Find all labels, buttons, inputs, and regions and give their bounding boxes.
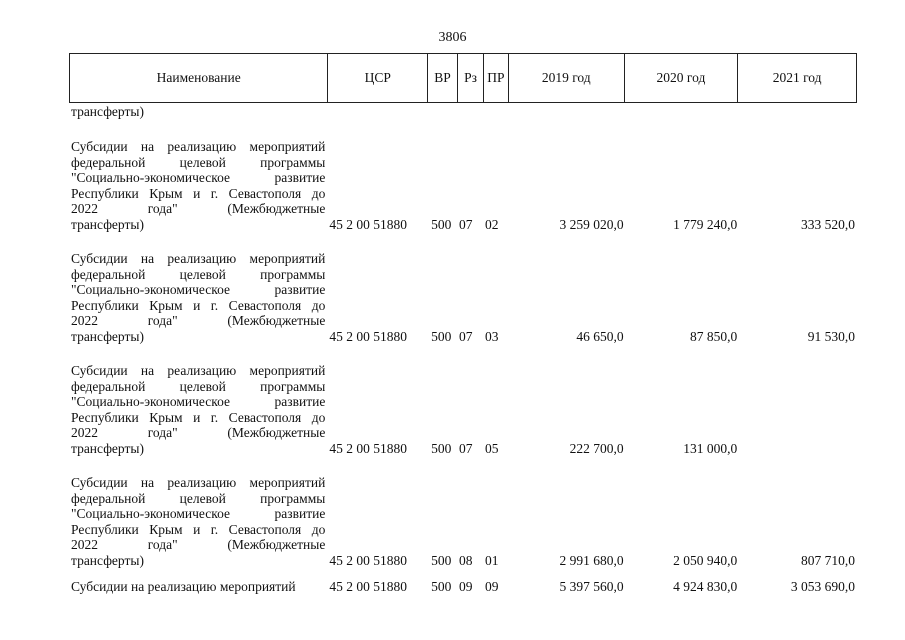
cell-pr: 02 <box>484 217 499 232</box>
row-name-line: федеральной целевой программы <box>71 266 326 282</box>
row-name-line: Субсидии на реализацию мероприятий <box>71 578 296 594</box>
cell-y2019: 222 700,0 <box>569 441 624 456</box>
cell-csr: 45 2 00 51880 <box>329 217 407 232</box>
cell-csr: 45 2 00 51880 <box>329 579 407 594</box>
cell-pr: 05 <box>484 441 499 456</box>
header-pr: ПР <box>484 54 509 102</box>
row-name-line: Субсидии на реализацию мероприятий <box>71 475 326 490</box>
row-name <box>69 475 325 568</box>
row-name <box>69 579 325 595</box>
header-2019: 2019 год <box>509 54 625 102</box>
cell-y2020: 87 850,0 <box>690 329 738 344</box>
cell-pr: 01 <box>484 553 499 568</box>
cell-rz: 07 <box>459 329 473 344</box>
cell-vr: 500 <box>431 329 452 344</box>
row-name-line: Республики Крым и г. Севастополя до <box>71 521 326 537</box>
row-name-line: "Социально-экономическое развитие <box>71 394 326 409</box>
table-row <box>69 242 857 344</box>
cell-y2021: 91 530,0 <box>807 329 855 344</box>
carryover-text: трансферты) <box>71 104 144 119</box>
row-name-line: Республики Крым и г. Севастополя до <box>71 409 326 425</box>
row-name <box>69 139 325 232</box>
cell-y2020: 1 779 240,0 <box>673 217 738 232</box>
row-name-line: Республики Крым и г. Севастополя до <box>71 185 326 201</box>
cell-csr: 45 2 00 51880 <box>329 441 407 456</box>
row-name-line: федеральной целевой программы <box>71 378 326 394</box>
header-vr: ВР <box>428 54 458 102</box>
table-row <box>69 578 857 594</box>
row-name-line: 2022 года" (Межбюджетные <box>71 537 326 552</box>
row-name-line: трансферты) <box>71 216 144 232</box>
row-name-line: трансферты) <box>71 440 144 456</box>
row-name-line: "Социально-экономическое развитие <box>71 506 326 521</box>
table-body <box>69 130 857 594</box>
header-2021: 2021 год <box>772 70 822 85</box>
table-row <box>69 130 857 232</box>
cell-y2019: 2 991 680,0 <box>559 553 624 568</box>
cell-pr: 03 <box>484 329 499 344</box>
cell-y2020: 131 000,0 <box>683 441 738 456</box>
cell-y2020: 2 050 940,0 <box>673 553 738 568</box>
row-name <box>69 251 325 344</box>
header-name: Наименование <box>70 54 328 102</box>
header-rz: Рз <box>458 54 484 102</box>
row-name-line: федеральной целевой программы <box>71 154 326 170</box>
cell-y2019: 3 259 020,0 <box>559 217 624 232</box>
cell-rz: 07 <box>459 217 473 232</box>
row-name-line: Субсидии на реализацию мероприятий <box>71 251 326 266</box>
cell-rz: 07 <box>459 441 473 456</box>
page-number: 3806 <box>438 30 467 45</box>
row-name-line: 2022 года" (Межбюджетные <box>71 313 326 328</box>
cell-vr: 500 <box>431 579 452 594</box>
cell-y2021: 3 053 690,0 <box>790 579 855 594</box>
cell-rz: 09 <box>459 579 473 594</box>
cell-y2021: 333 520,0 <box>801 217 855 232</box>
cell-y2020: 4 924 830,0 <box>673 579 738 594</box>
cell-y2019: 46 650,0 <box>576 329 624 344</box>
row-name-line: 2022 года" (Межбюджетные <box>71 425 326 440</box>
cell-y2021: 807 710,0 <box>801 553 855 568</box>
header-csr: ЦСР <box>328 54 428 102</box>
cell-csr: 45 2 00 51880 <box>329 329 407 344</box>
row-name-line: Субсидии на реализацию мероприятий <box>71 363 326 378</box>
row-name-line: "Социально-экономическое развитие <box>71 170 326 185</box>
row-name-line: Субсидии на реализацию мероприятий <box>71 139 326 154</box>
cell-csr: 45 2 00 51880 <box>329 553 407 568</box>
row-name-line: трансферты) <box>71 552 144 568</box>
table-row <box>69 354 857 456</box>
cell-vr: 500 <box>431 553 452 568</box>
cell-y2019: 5 397 560,0 <box>559 579 624 594</box>
row-name-line: "Социально-экономическое развитие <box>71 282 326 297</box>
table-row <box>69 466 857 568</box>
row-name-line: трансферты) <box>71 328 144 344</box>
row-name-line: федеральной целевой программы <box>71 490 326 506</box>
cell-vr: 500 <box>431 441 452 456</box>
header-2020: 2020 год <box>625 54 739 102</box>
cell-vr: 500 <box>431 217 452 232</box>
cell-pr: 09 <box>484 579 499 594</box>
row-name-line: 2022 года" (Межбюджетные <box>71 201 326 216</box>
table-header <box>69 53 857 103</box>
cell-rz: 08 <box>459 553 473 568</box>
row-name-line: Республики Крым и г. Севастополя до <box>71 297 326 313</box>
row-name <box>69 363 325 456</box>
